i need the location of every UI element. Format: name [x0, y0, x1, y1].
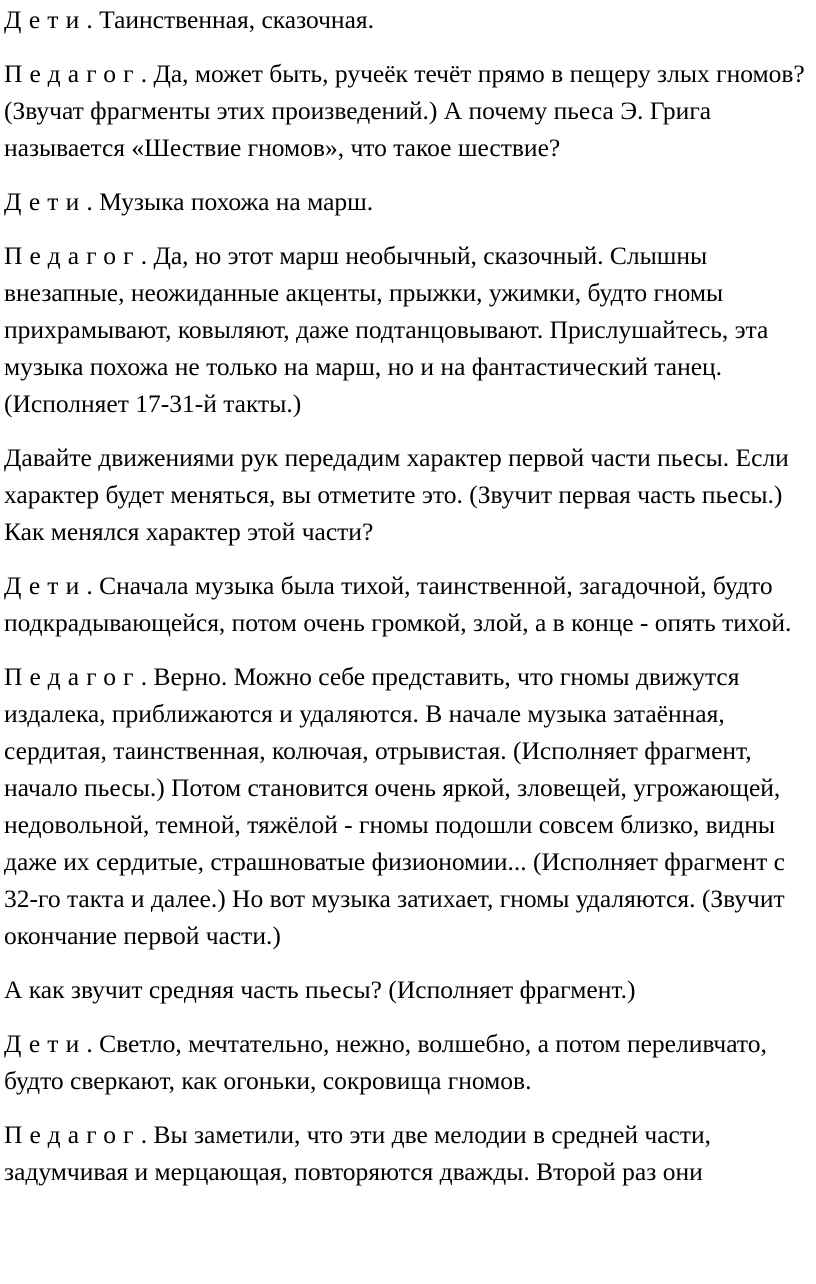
paragraph-text: Вы заметили, что эти две мелодии в средней части, задумчивая и мерцающая, повторяются дважды. Второй раз они: [4, 1120, 712, 1186]
paragraph-text: Да, но этот марш необычный, сказочный. Слышны внезапные, неожиданные акценты, прыжки, ужимки, будто гномы прихрамывают, ковыляют, даже подтанцовывают. Прислушайтесь, эта музыка похожа не только на марш, но и на фантастический танец. (Исполняет 17-31-й такты.): [4, 241, 769, 418]
speaker-label: Педагог: [4, 662, 141, 691]
paragraph-text: А как звучит средняя часть пьесы? (Исполняет фрагмент.): [4, 975, 636, 1004]
speaker-label: Педагог: [4, 59, 141, 88]
speaker-label: Дети: [4, 5, 87, 34]
speaker-label: Дети: [4, 187, 87, 216]
paragraph-text: Да, может быть, ручеёк течёт прямо в пещеру злых гномов? (Звучат фрагменты этих произведений.) А почему пьеса Э. Грига называется «Шествие гномов», что такое шествие?: [4, 59, 805, 162]
paragraph-dialogue: Дети. Таинственная, сказочная.: [4, 5, 374, 34]
paragraph-text: Сначала музыка была тихой, таинственной, загадочной, будто подкрадывающейся, потом очень громкой, злой, а в конце - опять тихой.: [4, 571, 792, 637]
paragraph-dialogue: Дети. Сначала музыка была тихой, таинственной, загадочной, будто подкрадывающейся, потом очень громкой, злой, а в конце - опять тихой.: [4, 571, 792, 637]
paragraph-narrative: [4, 439, 812, 550]
paragraph-text: Музыка похожа на марш.: [99, 187, 374, 216]
paragraph-narrative: [4, 971, 812, 1008]
paragraph-dialogue: Педагог. Да, может быть, ручеёк течёт прямо в пещеру злых гномов? (Звучат фрагменты этих произведений.) А почему пьеса Э. Грига называется «Шествие гномов», что такое шествие?: [4, 59, 805, 162]
paragraph-dialogue: Педагог. Вы заметили, что эти две мелодии в средней части, задумчивая и мерцающая, повторяются дважды. Второй раз они: [4, 1120, 712, 1186]
speaker-label: Дети: [4, 1029, 87, 1058]
speaker-label: Педагог: [4, 241, 141, 270]
speaker-label: Дети: [4, 571, 87, 600]
speaker-label: Педагог: [4, 1120, 141, 1149]
paragraph-dialogue: Педагог. Верно. Можно себе представить, что гномы движутся издалека, приближаются и удаляются. В начале музыка затаённая, сердитая, таинственная, колючая, отрывистая. (Исполняет фрагмент, начало пьесы.) Потом становится очень яркой, зловещей, угрожающей, недовольной, темной, тяжёлой - гномы подошли совсем близко, видны даже их сердитые, страшноватые физиономии... (Исполняет фрагмент с 32-го такта и далее.) Но вот музыка затихает, гномы удаляются. (Звучит окончание первой части.): [4, 662, 785, 950]
paragraph-dialogue: Дети. Музыка похожа на марш.: [4, 187, 374, 216]
paragraph-text: Светло, мечтательно, нежно, волшебно, а потом переливчато, будто сверкают, как огоньки, сокровища гномов.: [4, 1029, 767, 1095]
paragraph-dialogue: Дети. Светло, мечтательно, нежно, волшебно, а потом переливчато, будто сверкают, как огоньки, сокровища гномов.: [4, 1029, 767, 1095]
paragraph-text: Верно. Можно себе представить, что гномы движутся издалека, приближаются и удаляются. В начале музыка затаённая, сердитая, таинственная, колючая, отрывистая. (Исполняет фрагмент, начало пьесы.) Потом становится очень яркой, зловещей, угрожающей, недовольной, темной, тяжёлой - гномы подошли совсем близко, видны даже их сердитые, страшноватые физиономии... (Исполняет фрагмент с 32-го такта и далее.) Но вот музыка затихает, гномы удаляются. (Звучит окончание первой части.): [4, 662, 785, 950]
paragraph-dialogue: Педагог. Да, но этот марш необычный, сказочный. Слышны внезапные, неожиданные акценты, прыжки, ужимки, будто гномы прихрамывают, ковыляют, даже подтанцовывают. Прислушайтесь, эта музыка похожа не только на марш, но и на фантастический танец. (Исполняет 17-31-й такты.): [4, 241, 769, 418]
paragraph-text: Таинственная, сказочная.: [99, 5, 374, 34]
document-page: [4, 0, 812, 1207]
paragraph-text: Давайте движениями рук передадим характер первой части пьесы. Если характер будет меняться, вы отметите это. (Звучит первая часть пьесы.) Как менялся характер этой части?: [4, 443, 789, 546]
